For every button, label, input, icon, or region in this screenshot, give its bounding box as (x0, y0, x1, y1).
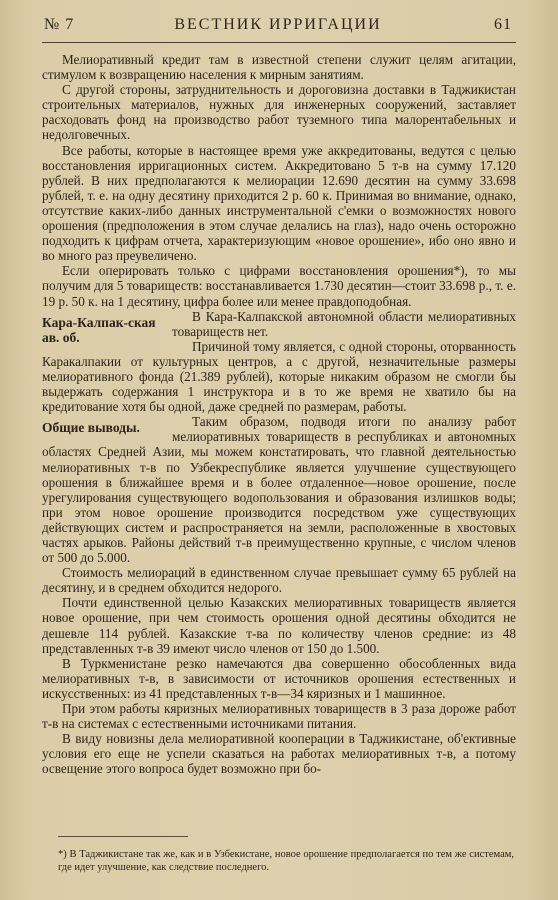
header-rule (42, 42, 516, 43)
paragraph: В виду новизны дела мелиоративной кооперации в Таджикистане, об'ективные условия его еще не успели сказаться на работах мелиоративных т-в, а потому освещение этого вопроса будет возможно при бо- (42, 731, 516, 777)
paragraph: Мелиоративный кредит там в известной степени служит целям агитации, стимулом к возвращению населения к мирным занятиям. (42, 52, 516, 83)
sidebar-heading-kara-kalpak: Кара-Калпак-ская ав. об. (42, 314, 156, 345)
paragraph: При этом работы кяризных мелиоративных товариществ в 3 раза дороже работ т-в на системах с естественными источниками питания. (42, 701, 516, 732)
journal-title: ВЕСТНИК ИРРИГАЦИИ (174, 16, 382, 33)
paragraph: В Туркменистане резко намечаются два совершенно обособленных вида мелиоративных т-в, в зависимости от источников орошения естественных и искусственных: из 41 представленных т-в—34 кяризных и 1 машинное. (42, 655, 516, 701)
paragraph: Стоимость мелиораций в единственном случае превышает сумму 65 рублей на десятину, и в среднем обходится недорого. (42, 565, 516, 596)
page-number: 61 (494, 16, 512, 33)
paragraph: Причиной тому является, с одной стороны, оторванность Каракалпакии от культурных центров, а с другой, незначительные размеры мелиоративного фонда (21.389 рублей), которые никаким образом не смогли бы выдержать содержания 1 инструктора и в то же время не хватило бы на кредитование хотя бы одной, даже средней по размерам, работы. (42, 338, 516, 415)
paragraph: Все работы, которые в настоящее время уже аккредитованы, ведутся с целью восстановления ирригационных систем. Аккредитовано 5 т-в на сумму 17.120 рублей. В них предполагаются к мелиорации 12.690 десятин на сумму 33.698 рублей, т. е. на одну десятину приходится 2 р. 60 к. Принимая во внимание, однако, отсутствие каких-либо данных инструментальной с'емки о возможностях нового орошения (предположения в этом случае делались на глаз), надо очень осторожно подходить к цифрам отчета, характеризующим «новое орошение», ибо оно явно и во много раз преувеличено. (42, 142, 516, 264)
sidebar-heading-conclusions: Общие выводы. (42, 420, 140, 436)
paragraph: Если оперировать только с цифрами восстановления орошения*), то мы получим для 5 товариществ: восстанавливается 1.730 десятин—стоит 33.698 р., т. е. 19 р. 50 к. на 1 десятину, цифра более или менее правдоподобная. (42, 263, 516, 309)
paragraph: Таким образом, подводя итоги по анализу работ мелиоративных товариществ в республиках и автономных областях Средней Азии, мы можем констатировать, что главной деятельностью мелиоративных т-в по Узбекреспублике является улучшение существующего орошения в ближайшее время и в более отдаленное—новое орошение, после урегулирования существующего водопользования и образования излишков воды; при этом новое орошение производится посредством уже существующих действующих систем и распространяется на земли, расположенные в хвостовых частях арыков. Районы действий т-в преимущественно крупные, с числом членов от 500 до 5.000. (42, 414, 516, 566)
issue-number: № 7 (44, 16, 75, 33)
footnote-rule (58, 836, 188, 837)
paragraph: С другой стороны, затруднительность и дороговизна доставки в Таджикистан строительных материалов, нужных для инженерных сооружений, заставляет расходовать фонд на производство работ туземного типа малорентабельных и недолговечных. (42, 82, 516, 143)
running-header (44, 16, 512, 42)
footnote: *) В Таджикистане так же, как и в Узбекистане, новое орошение предполагается по тем же системам, где идет улучшение, как следствие последнего. (58, 849, 514, 873)
paragraph: Почти единственной целью Казакских мелиоративных товариществ является новое орошение, при чем стоимость орошения одной десятины обходится не дешевле 114 рублей. Казакские т-ва по количеству членов средние: из 48 представленных т-в 39 имеют число членов от 150 до 1.500. (42, 595, 516, 656)
paragraph: В Кара-Калпакской автономной области мелиоративных товариществ нет. (172, 308, 516, 339)
article-body (42, 52, 516, 777)
